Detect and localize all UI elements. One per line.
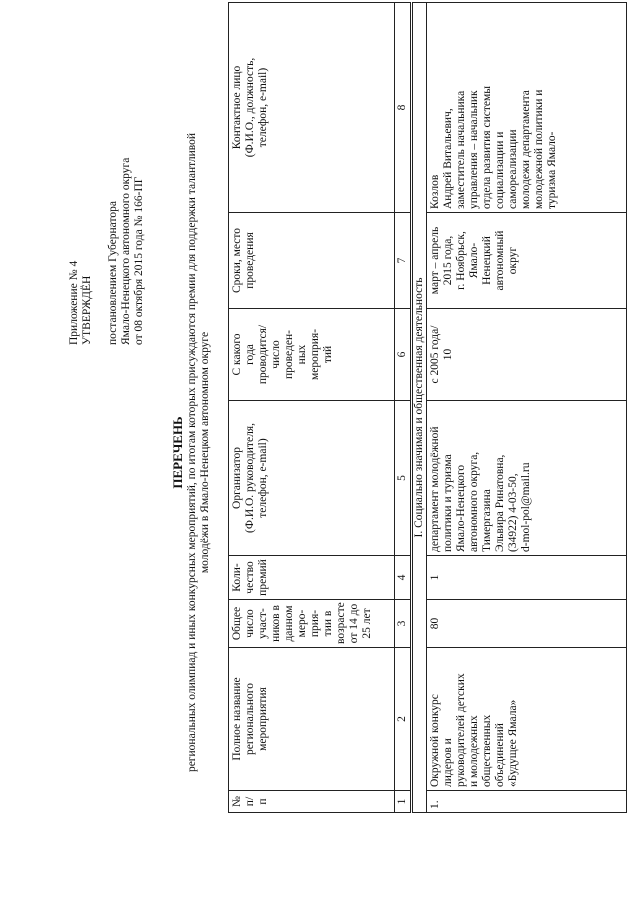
row-since: с 2005 года/ 10 — [427, 309, 627, 401]
column-number: 5 — [395, 401, 412, 556]
appendix-label: Приложение № 4 — [68, 260, 80, 345]
column-number: 2 — [395, 648, 412, 791]
header-since: С какого года проводится/ число проведен- ных мероприя- тий — [229, 309, 395, 401]
header-organizer: Организатор (Ф.И.О. руководителя, телефон, e-mail) — [229, 401, 395, 556]
column-number: 6 — [395, 309, 412, 401]
document-title: ПЕРЕЧЕНЬ — [170, 416, 185, 489]
decree-line-2: Ямало-Ненецкого автономного округа — [120, 157, 132, 345]
row-participants: 80 — [427, 600, 627, 648]
column-number: 8 — [395, 3, 412, 213]
events-table — [228, 2, 627, 813]
row-event-name: Окружной конкурс лидеров и руководителей детских и молодежных общественных объединений «Будущее Ямала» — [427, 648, 627, 791]
approved-label: УТВЕРЖДЁН — [81, 275, 93, 345]
row-organizer: департамент молодёжной политики и туризма Ямало-Ненецкого автономного округа, Тимергазина Эльвира Ринатовна, (34922) 4-03-50, d-mol-pol@mail.ru — [427, 401, 627, 556]
header-participants: Общее число участ- ников в данном меро- прия- тии в возрасте от 14 до 25 лет — [229, 600, 395, 648]
table-row — [427, 3, 627, 813]
decree-line-3: от 08 октября 2015 года № 166-ПГ — [133, 176, 145, 345]
section-heading: I. Социально значимая и общественная деятельность — [412, 3, 427, 813]
document-subtitle: региональных олимпиад и иных конкурсных мероприятий, по итогам которых присуждаются премии для поддержки талантливой молодёжи в Ямало-Ненецком автономном округе — [186, 132, 211, 773]
row-number: 1. — [427, 791, 627, 813]
header-num: № п/п — [229, 791, 395, 813]
column-number: 7 — [395, 213, 412, 309]
section-row — [412, 3, 427, 813]
header-row — [229, 3, 395, 813]
row-contact: Козлов Андрей Витальевич, заместитель начальника управления – начальник отдела развития системы социализации и самореализации молодежи департамента молодежной политики и туризма Ямало- — [427, 3, 627, 213]
row-awards: 1 — [427, 556, 627, 600]
header-contact: Контактное лицо (Ф.И.О., должность, телефон, e-mail) — [229, 3, 395, 213]
row-dates: март – апрель 2015 года, г. Ноябрьск, Ямало- Ненецкий автономный округ — [427, 213, 627, 309]
column-numbers-row — [395, 3, 412, 813]
column-number: 3 — [395, 600, 412, 648]
decree-line-1: постановлением Губернатора — [107, 201, 119, 345]
column-number: 4 — [395, 556, 412, 600]
header-awards: Коли- чество премий — [229, 556, 395, 600]
header-dates: Сроки, место проведения — [229, 213, 395, 309]
header-name: Полное название регионального мероприятия — [229, 648, 395, 791]
column-number: 1 — [395, 791, 412, 813]
